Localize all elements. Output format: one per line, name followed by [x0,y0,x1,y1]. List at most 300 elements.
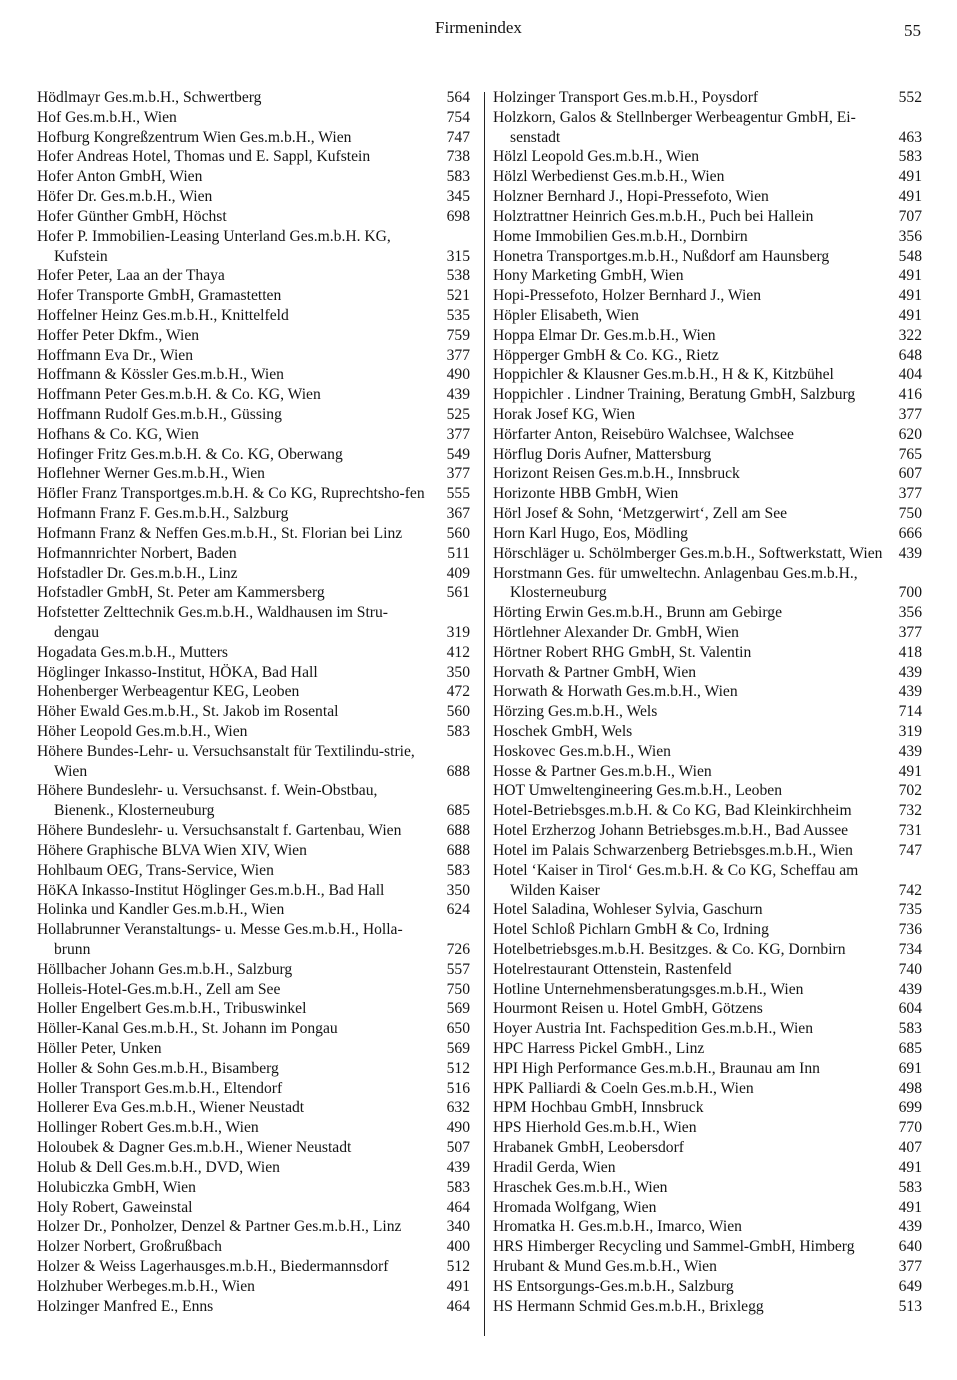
entry-company-name: Höglinger Inkasso-Institut, HÖKA, Bad Hall [37,663,318,681]
entry-company-name: Hörl Josef & Sohn, ‘Metzgerwirt‘, Zell am See [493,505,788,523]
entry-page-number: 513 [898,1297,922,1315]
entry-company-name: Hony Marketing GmbH, Wien [493,267,684,285]
index-entry [493,940,922,960]
entry-company-name: Hoffmann Eva Dr., Wien [37,346,193,364]
index-entry [37,1019,470,1039]
index-entry [493,900,922,920]
index-entry [37,583,470,603]
entry-company-name: Höfler Franz Transportges.m.b.H. & Co KG, Ruprechtsho-fen [37,485,425,503]
entry-page-number: 491 [898,1198,922,1216]
index-entry [37,781,470,821]
entry-company-name: Hoffmann Rudolf Ges.m.b.H., Güssing [37,406,282,423]
entry-company-name: Holler & Sohn Ges.m.b.H., Bisamberg [37,1059,279,1077]
index-entry [493,504,922,524]
entry-company-name: Hörting Erwin Ges.m.b.H., Brunn am Gebirge [493,604,783,622]
entry-company-name: Hollerer Eva Ges.m.b.H., Wiener Neustadt [37,1099,305,1117]
entry-company-name: HPI High Performance Ges.m.b.H., Braunau am Inn [493,1059,820,1077]
entry-company-name: HS Hermann Schmid Ges.m.b.H., Brixlegg [493,1297,764,1315]
entry-page-number: 688 [446,822,470,840]
index-entry [37,326,470,346]
entry-company-name: Höhere Graphische BLVA Wien XIV, Wien [37,841,307,859]
index-entry [37,385,470,405]
entry-company-name: Holzer Norbert, Großrußbach [37,1238,222,1256]
entry-company-name: Hoschek GmbH, Wels [493,723,633,740]
index-entry [493,147,922,167]
index-entry [493,564,922,604]
index-entry [493,663,922,683]
index-entry [493,346,922,366]
index-entry [493,108,922,148]
entry-company-name: Höllbacher Johann Ges.m.b.H., Salzburg [37,960,293,978]
entry-page-number: 377 [898,623,922,641]
entry-page-number: 731 [898,822,922,840]
entry-page-number: 404 [898,366,922,384]
entry-page-number: 412 [446,643,470,661]
index-entry [37,1178,470,1198]
index-entry [493,781,922,801]
entry-company-name: HPM Hochbau GmbH, Innsbruck [493,1099,704,1117]
index-entry [493,1237,922,1257]
entry-company-name: Holleis-Hotel-Ges.m.b.H., Zell am See [37,980,281,998]
index-entry [493,920,922,940]
entry-company-name: Holinka und Kandler Ges.m.b.H., Wien [37,901,285,919]
index-entry [493,484,922,504]
index-entry [37,167,470,187]
entry-company-name: HS Entsorgungs-Ges.m.b.H., Salzburg [493,1277,734,1295]
entry-page-number: 319 [898,723,922,740]
entry-page-number: 666 [898,524,922,542]
index-entry [493,88,922,108]
entry-page-number: 688 [446,762,470,780]
entry-page-number: 620 [898,425,922,443]
entry-company-name: Hotel-Betriebsges.m.b.H. & Co KG, Bad Kleinkirchheim [493,802,852,820]
entry-page-number: 491 [898,267,922,285]
index-entry [37,1297,470,1317]
entry-page-number: 418 [898,643,922,661]
entry-page-number: 698 [446,207,470,225]
index-entry [37,187,470,207]
entry-company-name: Hradil Gerda, Wien [493,1158,616,1176]
index-entry [493,1198,922,1218]
entry-page-number: 560 [446,703,470,721]
index-entry [37,999,470,1019]
entry-company-name: Hoppichler . Lindner Training, Beratung GmbH, Salzburg [493,386,856,404]
entry-company-name: Hofburg Kongreßzentrum Wien Ges.m.b.H., Wien [37,128,352,146]
entry-company-name: Hofinger Fritz Ges.m.b.H. & Co. KG, Oberwang [37,445,343,463]
entry-page-number: 750 [446,980,470,998]
index-entry [493,1019,922,1039]
index-entry [37,643,470,663]
entry-page-number: 754 [446,108,470,126]
index-entry [37,960,470,980]
entry-page-number: 700 [898,584,922,602]
entry-page-number: 350 [446,881,470,899]
entry-page-number: 583 [446,1178,470,1196]
entry-page-number: 491 [898,306,922,324]
entry-company-name: Hofer Andreas Hotel, Thomas und E. Sappl, Kufstein [37,148,371,166]
index-entry [493,1217,922,1237]
entry-company-name: Höher Leopold Ges.m.b.H., Wien [37,723,248,740]
entry-page-number: 738 [446,148,470,166]
entry-page-number: 555 [446,485,470,503]
index-entry [37,821,470,841]
entry-company-name: Höfer Dr. Ges.m.b.H., Wien [37,188,213,206]
entry-page-number: 416 [898,386,922,404]
entry-page-number: 498 [898,1079,922,1097]
entry-page-number: 516 [446,1079,470,1097]
entry-page-number: 691 [898,1059,922,1077]
index-entry [493,385,922,405]
entry-page-number: 512 [446,1059,470,1077]
entry-page-number: 702 [898,782,922,800]
entry-company-name: Holzer Dr., Ponholzer, Denzel & Partner Ges.m.b.H., Linz [37,1218,402,1236]
entry-company-name: Hörzing Ges.m.b.H., Wels [493,703,658,721]
entry-page-number: 538 [446,267,470,285]
entry-page-number: 439 [446,386,470,404]
entry-company-name: Hoppa Elmar Dr. Ges.m.b.H., Wien [493,326,716,344]
column-divider [484,92,485,1336]
index-entry [493,1079,922,1099]
entry-company-name: Horwath & Horwath Ges.m.b.H., Wien [493,683,738,701]
entry-company-name: Hofer Anton GmbH, Wien [37,168,203,186]
entry-company-name: Hollabrunner Veranstaltungs- u. Messe Ges.m.b.H., Holla-brunn [37,921,403,958]
index-entry [37,841,470,861]
entry-page-number: 521 [446,287,470,305]
entry-company-name: Holzkorn, Galos & Stellnberger Werbeagentur GmbH, Ei-senstadt [493,108,856,146]
entry-page-number: 315 [446,247,470,265]
entry-page-number: 726 [446,940,470,958]
index-entry [493,187,922,207]
entry-company-name: Hohenberger Werbeagentur KEG, Leoben [37,683,300,701]
entry-company-name: Holzhuber Werbeges.m.b.H., Wien [37,1277,255,1295]
entry-page-number: 557 [446,960,470,978]
index-entry [493,524,922,544]
index-entry [493,1158,922,1178]
index-entry [37,722,470,742]
entry-page-number: 583 [446,861,470,879]
index-entry [493,1138,922,1158]
entry-company-name: Hopi-Pressefoto, Holzer Bernhard J., Wien [493,287,762,305]
index-entry [493,980,922,1000]
entry-page-number: 356 [898,227,922,245]
index-entry [37,603,470,643]
entry-company-name: Hof Ges.m.b.H., Wien [37,108,177,126]
index-entry [493,801,922,821]
index-entry [37,425,470,445]
entry-page-number: 583 [898,1178,922,1196]
index-entry [37,1098,470,1118]
entry-company-name: Hofmann Franz F. Ges.m.b.H., Salzburg [37,505,289,523]
entry-page-number: 583 [446,168,470,186]
entry-page-number: 569 [446,1040,470,1057]
index-entry [37,544,470,564]
index-entry [37,306,470,326]
index-entry [37,484,470,504]
entry-page-number: 685 [446,802,470,820]
entry-company-name: HPK Palliardi & Coeln Ges.m.b.H., Wien [493,1079,754,1097]
entry-company-name: Horizont Reisen Ges.m.b.H., Innsbruck [493,465,740,483]
entry-company-name: Hotel ‘Kaiser in Tirol‘ Ges.m.b.H. & Co KG, Scheffau am Wilden Kaiser [493,861,859,899]
entry-company-name: Hoffer Peter Dkfm., Wien [37,326,200,344]
entry-company-name: Hosse & Partner Ges.m.b.H., Wien [493,762,712,780]
entry-page-number: 569 [446,1000,470,1018]
entry-page-number: 624 [446,901,470,919]
entry-company-name: Horstmann Ges. für umweltechn. Anlagenbau Ges.m.b.H., Klosterneuburg [493,564,858,602]
entry-page-number: 607 [898,465,922,483]
entry-company-name: Hrubant & Mund Ges.m.b.H., Wien [493,1257,717,1275]
index-entry [37,147,470,167]
entry-company-name: Hofmann Franz & Neffen Ges.m.b.H., St. Florian bei Linz [37,524,403,542]
index-entry [37,920,470,960]
entry-page-number: 759 [446,326,470,344]
entry-company-name: Hoskovec Ges.m.b.H., Wien [493,742,671,760]
entry-company-name: Hofer Transporte GmbH, Gramastetten [37,287,282,305]
entry-page-number: 648 [898,346,922,364]
entry-company-name: Holler Transport Ges.m.b.H., Eltendorf [37,1079,283,1097]
index-entry [493,643,922,663]
entry-page-number: 345 [446,188,470,206]
entry-company-name: Hörflug Doris Aufner, Mattersburg [493,445,712,463]
entry-company-name: Hotel im Palais Schwarzenberg Betriebsges.m.b.H., Wien [493,841,853,859]
entry-page-number: 491 [446,1277,470,1295]
entry-company-name: Höpperger GmbH & Co. KG., Rietz [493,346,719,364]
index-entry [493,1178,922,1198]
entry-company-name: Holy Robert, Gaweinstal [37,1198,193,1216]
entry-page-number: 377 [446,425,470,443]
entry-company-name: HPC Harress Pickel GmbH., Linz [493,1040,705,1057]
entry-page-number: 734 [898,940,922,958]
entry-company-name: Höhere Bundeslehr- u. Versuchsanstalt f. Gartenbau, Wien [37,822,402,840]
entry-page-number: 604 [898,1000,922,1018]
entry-company-name: Hörschläger u. Schölmberger Ges.m.b.H., Softwerkstatt, Wien [493,544,883,562]
entry-company-name: Hofstadler Dr. Ges.m.b.H., Linz [37,564,238,582]
entry-page-number: 439 [898,683,922,701]
entry-page-number: 491 [898,188,922,206]
entry-company-name: Hödlmayr Ges.m.b.H., Schwertberg [37,89,262,106]
entry-page-number: 491 [898,1158,922,1176]
entry-company-name: Hromada Wolfgang, Wien [493,1198,657,1216]
entry-page-number: 464 [446,1198,470,1216]
index-entry [493,1297,922,1317]
entry-page-number: 765 [898,445,922,463]
entry-company-name: Hraschek Ges.m.b.H., Wien [493,1178,668,1196]
index-entry [37,227,470,267]
entry-page-number: 377 [446,465,470,483]
entry-company-name: Hrabanek GmbH, Leobersdorf [493,1139,684,1157]
entry-company-name: Hofhans & Co. KG, Wien [37,425,199,443]
entry-page-number: 640 [898,1238,922,1256]
index-entry [493,207,922,227]
index-entry [37,365,470,385]
index-entry [493,960,922,980]
entry-page-number: 512 [446,1257,470,1275]
entry-company-name: Hofer Peter, Laa an der Thaya [37,267,225,285]
entry-company-name: Hoffmann Peter Ges.m.b.H. & Co. KG, Wien [37,386,321,404]
entry-company-name: Höher Ewald Ges.m.b.H., St. Jakob im Rosental [37,703,339,721]
entry-page-number: 319 [446,623,470,641]
index-entry [37,128,470,148]
entry-page-number: 367 [446,505,470,523]
entry-page-number: 490 [446,366,470,384]
entry-page-number: 439 [898,544,922,562]
entry-page-number: 736 [898,921,922,939]
entry-page-number: 747 [898,841,922,859]
entry-company-name: Hofer P. Immobilien-Leasing Unterland Ges.m.b.H. KG, Kufstein [37,227,391,265]
entry-page-number: 439 [898,1218,922,1236]
entry-company-name: Holub & Dell Ges.m.b.H., DVD, Wien [37,1158,280,1176]
index-entry [493,247,922,267]
entry-page-number: 549 [446,445,470,463]
page-number: 55 [904,21,921,40]
index-entry [37,682,470,702]
index-entry [493,702,922,722]
entry-page-number: 439 [898,742,922,760]
entry-page-number: 507 [446,1139,470,1157]
index-entry [37,1079,470,1099]
entry-company-name: Hohlbaum OEG, Trans-Service, Wien [37,861,274,879]
index-entry [37,464,470,484]
entry-page-number: 377 [898,406,922,423]
index-entry [37,1039,470,1059]
entry-page-number: 490 [446,1119,470,1137]
index-entry [493,405,922,425]
entry-company-name: Holler Engelbert Ges.m.b.H., Tribuswinkel [37,1000,307,1018]
entry-company-name: Hotelbetriebsges.m.b.H. Besitzges. & Co. KG, Dornbirn [493,940,846,958]
entry-company-name: Hotel Erzherzog Johann Betriebsges.m.b.H., Bad Aussee [493,822,849,840]
index-entry [493,821,922,841]
entry-page-number: 472 [446,683,470,701]
entry-page-number: 548 [898,247,922,265]
index-entry [493,722,922,742]
entry-company-name: Hromatka H. Ges.m.b.H., Imarco, Wien [493,1218,742,1236]
entry-company-name: Hoflehner Werner Ges.m.b.H., Wien [37,465,265,483]
index-entry [37,445,470,465]
entry-page-number: 340 [446,1218,470,1236]
entry-page-number: 714 [898,703,922,721]
entry-page-number: 649 [898,1277,922,1295]
entry-company-name: HRS Himberger Recycling und Sammel-GmbH, Himberg [493,1238,855,1256]
index-entry [37,702,470,722]
entry-company-name: Hoffelner Heinz Ges.m.b.H., Knittelfeld [37,306,289,324]
entry-company-name: Hotel Schloß Pichlarn GmbH & Co, Irdning [493,921,769,939]
entry-page-number: 699 [898,1099,922,1117]
index-entry [37,504,470,524]
entry-page-number: 356 [898,604,922,622]
index-entry [37,564,470,584]
entry-company-name: Höller Peter, Unken [37,1040,162,1057]
entry-page-number: 564 [446,89,470,106]
entry-page-number: 463 [898,128,922,146]
index-entry [493,742,922,762]
index-entry [493,1118,922,1138]
index-entry [493,762,922,782]
entry-company-name: Hörfarter Anton, Reisebüro Walchsee, Walchsee [493,425,794,443]
entry-page-number: 350 [446,663,470,681]
entry-company-name: HöKA Inkasso-Institut Höglinger Ges.m.b.H., Bad Hall [37,881,385,899]
entry-page-number: 439 [898,663,922,681]
entry-company-name: Hörtlehner Alexander Dr. GmbH, Wien [493,623,739,641]
entry-page-number: 407 [898,1139,922,1157]
entry-page-number: 632 [446,1099,470,1117]
entry-page-number: 561 [446,584,470,602]
entry-page-number: 464 [446,1297,470,1315]
entry-page-number: 742 [898,881,922,899]
entry-page-number: 735 [898,901,922,919]
entry-company-name: Hotel Saladina, Wohleser Sylvia, Gaschurn [493,901,763,919]
index-entry [37,108,470,128]
entry-company-name: Honetra Transportges.m.b.H., Nußdorf am Haunsberg [493,247,830,265]
entry-page-number: 377 [898,485,922,503]
entry-page-number: 583 [898,148,922,166]
index-entry [37,881,470,901]
index-entry [37,207,470,227]
entry-company-name: Holzinger Transport Ges.m.b.H., Poysdorf [493,89,759,106]
index-entry [493,1277,922,1297]
index-entry [37,346,470,366]
entry-page-number: 377 [446,346,470,364]
index-entry [493,861,922,901]
entry-page-number: 400 [446,1238,470,1256]
index-entry [493,266,922,286]
entry-page-number: 583 [898,1020,922,1038]
entry-page-number: 409 [446,564,470,582]
entry-company-name: Hölzl Leopold Ges.m.b.H., Wien [493,148,700,166]
index-column-right [493,88,922,1316]
index-entry [37,1257,470,1277]
entry-page-number: 747 [446,128,470,146]
entry-company-name: Hogadata Ges.m.b.H., Mutters [37,643,228,661]
entry-company-name: Hofstadler GmbH, St. Peter am Kammersberg [37,584,325,602]
index-entry [493,841,922,861]
index-entry [493,227,922,247]
entry-page-number: 750 [898,505,922,523]
entry-page-number: 525 [446,406,470,423]
entry-company-name: Hofstetter Zelttechnik Ges.m.b.H., Waldhausen im Stru-dengau [37,604,388,641]
index-entry [37,663,470,683]
index-entry [37,980,470,1000]
page-title: Firmenindex [435,18,522,37]
entry-page-number: 491 [898,168,922,186]
index-entry [493,1257,922,1277]
index-entry [37,1138,470,1158]
entry-page-number: 439 [446,1158,470,1176]
index-entry [37,88,470,108]
index-entry [493,623,922,643]
index-entry [493,167,922,187]
entry-page-number: 732 [898,802,922,820]
entry-page-number: 650 [446,1020,470,1038]
entry-company-name: Holzer & Weiss Lagerhausges.m.b.H., Biedermannsdorf [37,1257,389,1275]
entry-company-name: HPS Hierhold Ges.m.b.H., Wien [493,1119,697,1137]
entry-company-name: Hourmont Reisen u. Hotel GmbH, Götzens [493,1000,763,1018]
entry-company-name: Holubiczka GmbH, Wien [37,1178,196,1196]
entry-page-number: 491 [898,287,922,305]
entry-company-name: Hofmannrichter Norbert, Baden [37,544,237,562]
entry-company-name: Hotline Unternehmensberatungsges.m.b.H., Wien [493,980,804,998]
index-column-left [37,88,470,1316]
index-entry [493,999,922,1019]
entry-page-number: 377 [898,1257,922,1275]
index-entry [37,861,470,881]
entry-page-number: 322 [898,326,922,344]
index-entry [493,682,922,702]
index-entry [37,1118,470,1138]
index-entry [37,405,470,425]
entry-company-name: Holzinger Manfred E., Enns [37,1297,214,1315]
index-entry [493,1098,922,1118]
entry-page-number: 688 [446,841,470,859]
entry-company-name: Höpler Elisabeth, Wien [493,306,639,324]
